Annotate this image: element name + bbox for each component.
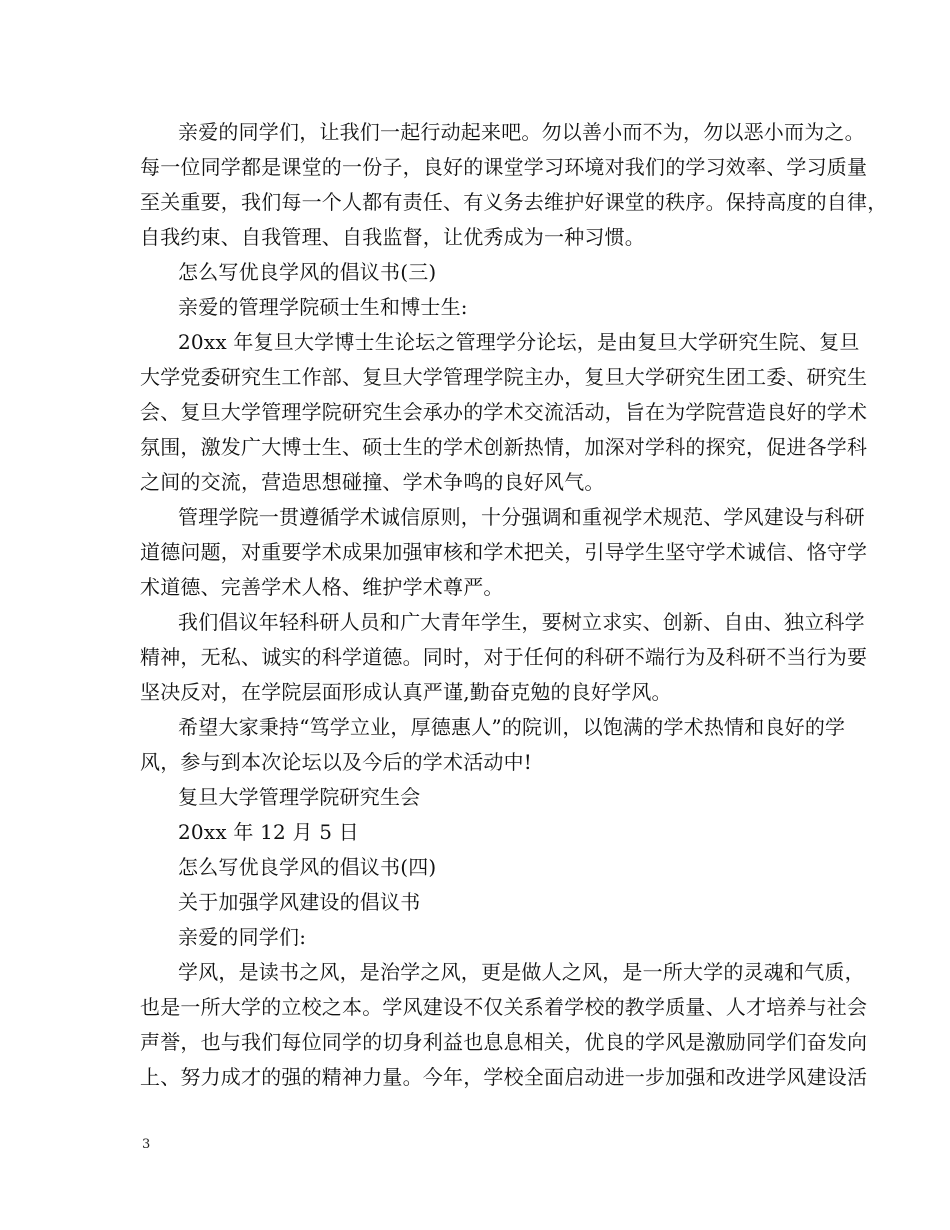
document-title: 关于加强学风建设的倡议书: [178, 890, 421, 914]
text-line: 上、努力成才的强的精神力量。今年，学校全面启动进一步加强和改进学风建设活: [140, 1065, 868, 1089]
text-line: 氛围，激发广大博士生、硕士生的学术创新热情，加深对学科的探究，促进各学科: [140, 435, 868, 459]
text-line: 精神，无私、诚实的科学道德。同时，对于任何的科研不端行为及科研不当行为要: [140, 645, 868, 669]
signature: 复旦大学管理学院研究生会: [178, 785, 421, 809]
text-line: 亲爱的同学们，让我们一起行动起来吧。勿以善小而不为，勿以恶小而为之。: [178, 120, 865, 144]
text-line: 20xx 年复旦大学博士生论坛之管理学分论坛，是由复旦大学研究生院、复旦: [178, 330, 860, 354]
text-line: 管理学院一贯遵循学术诚信原则，十分强调和重视学术规范、学风建设与科研: [178, 505, 865, 529]
text-line: 也是一所大学的立校之本。学风建设不仅关系着学校的教学质量、人才培养与社会: [140, 995, 868, 1019]
text-line: 自我约束、自我管理、自我监督，让优秀成为一种习惯。: [140, 225, 645, 249]
text-line: 之间的交流，营造思想碰撞、学术争鸣的良好风气。: [140, 470, 605, 494]
text-line: 我们倡议年轻科研人员和广大青年学生，要树立求实、创新、自由、独立科学: [178, 610, 865, 634]
page-number: 3: [142, 1137, 151, 1152]
text-line: 每一位同学都是课堂的一份子，良好的课堂学习环境对我们的学习效率、学习质量: [140, 155, 868, 179]
text-line: 希望大家秉持“笃学立业，厚德惠人”的院训，以饱满的学术热情和良好的学: [178, 715, 846, 739]
text-line: 道德问题，对重要学术成果加强审核和学术把关，引导学生坚守学术诚信、恪守学: [140, 540, 868, 564]
salutation: 亲爱的管理学院硕士生和博士生:: [178, 295, 468, 319]
text-line: 术道德、完善学术人格、维护学术尊严。: [140, 575, 504, 599]
text-line: 大学党委研究生工作部、复旦大学管理学院主办，复旦大学研究生团工委、研究生: [140, 365, 868, 389]
salutation: 亲爱的同学们:: [178, 925, 307, 949]
section-heading: 怎么写优良学风的倡议书(四): [178, 855, 437, 879]
text-line: 学风，是读书之风，是治学之风，更是做人之风，是一所大学的灵魂和气质，: [178, 960, 865, 984]
text-line: 声誉，也与我们每位同学的切身利益也息息相关，优良的学风是激励同学们奋发向: [140, 1030, 868, 1054]
section-heading: 怎么写优良学风的倡议书(三): [178, 260, 437, 284]
date: 20xx 年 12 月 5 日: [178, 820, 359, 844]
text-line: 风，参与到本次论坛以及今后的学术活动中!: [140, 750, 533, 774]
text-line: 至关重要，我们每一个人都有责任、有义务去维护好课堂的秩序。保持高度的自律，: [140, 190, 888, 214]
text-line: 会、复旦大学管理学院研究生会承办的学术交流活动，旨在为学院营造良好的学术: [140, 400, 868, 424]
text-line: 坚决反对，在学院层面形成认真严谨,勤奋克勉的良好学风。: [140, 680, 672, 704]
